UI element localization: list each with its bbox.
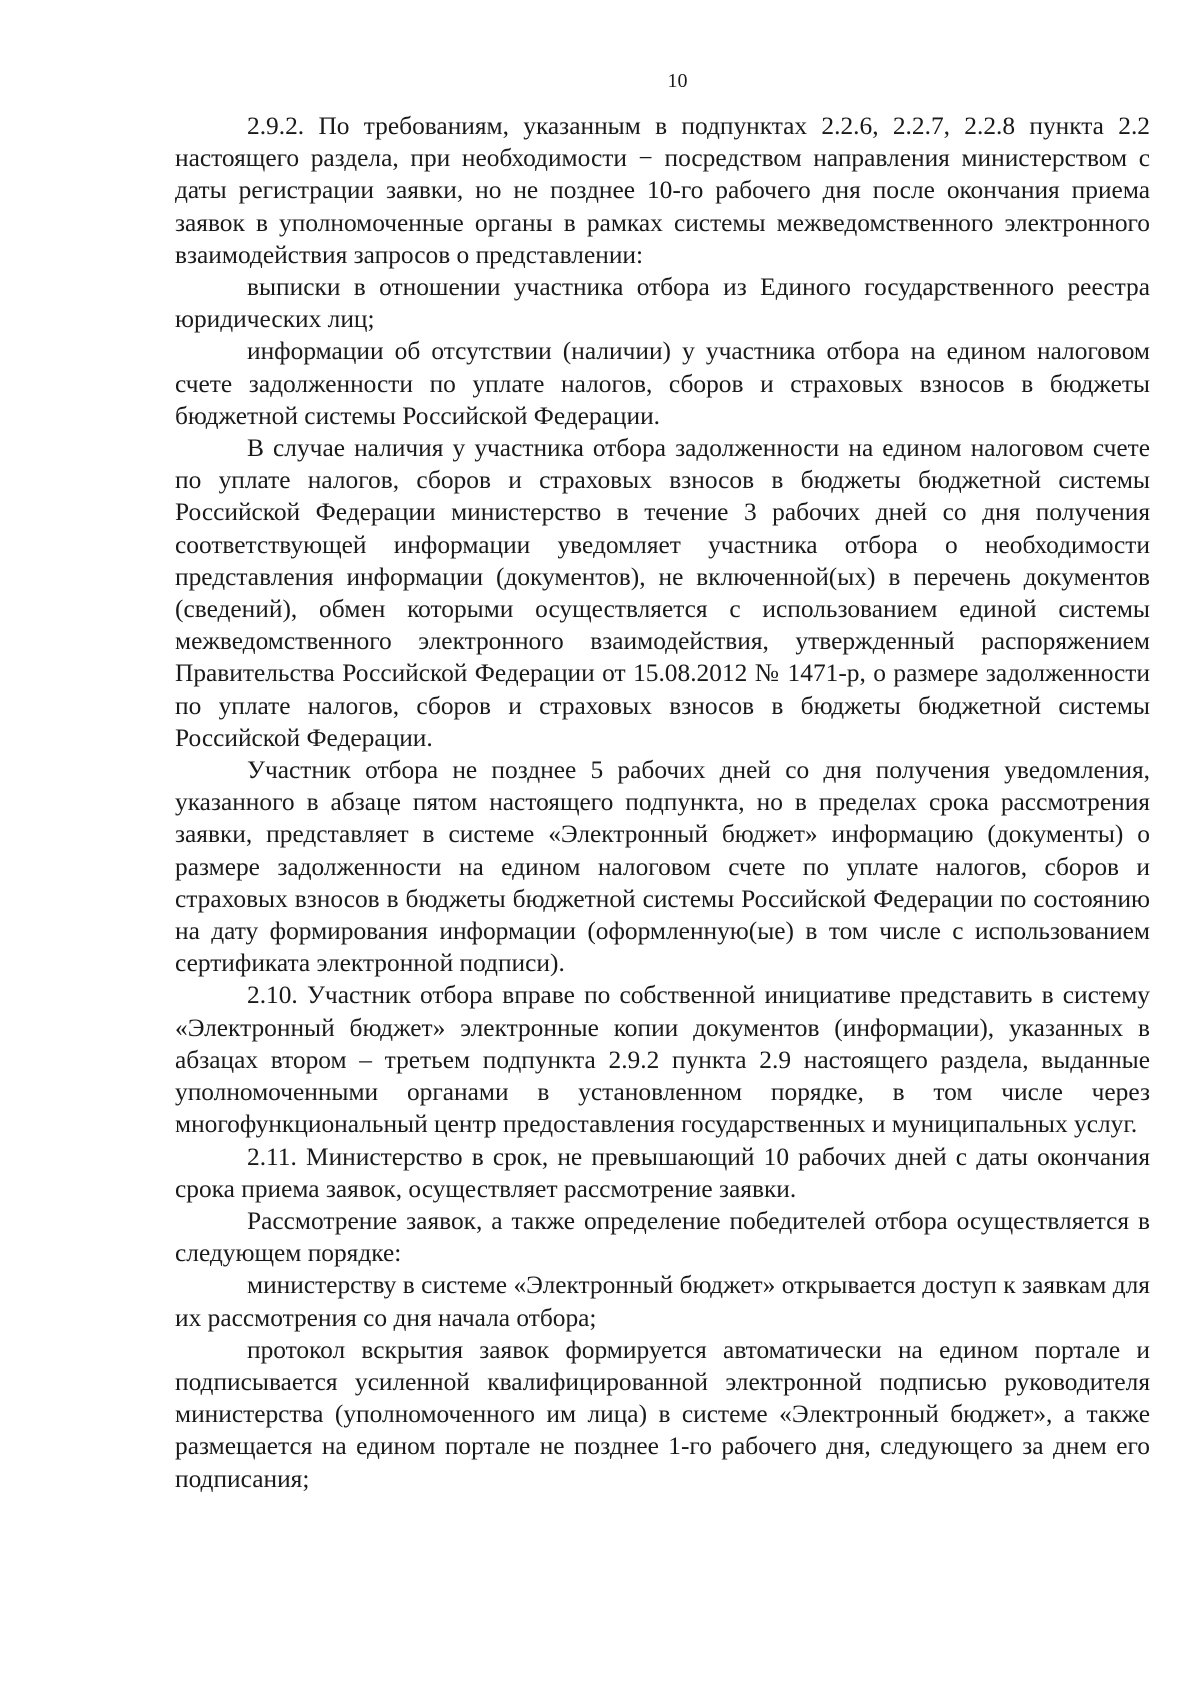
paragraph-participant-response: Участник отбора не позднее 5 рабочих дней со дня получения уведомления, указанного в абзаце пятом настоящего подпункта, но в пределах срока рассмотрения заявки, представляет в системе «Электронный бюджет» информацию (документы) о размере задолженности на едином налоговом счете по уплате налогов, сборов и страховых взносов в бюджеты бюджетной системы Российской Федерации по состоянию на дату формирования информации (оформленную(ые) в том числе с использованием сертификата электронной подписи). <box>175 756 1150 978</box>
paragraph-debt-notification: В случае наличия у участника отбора задолженности на едином налоговом счете по уплате налогов, сборов и страховых взносов в бюджеты бюджетной системы Российской Федерации министерство в течение 3 рабочих дней со дня получения соответствующей информации уведомляет участника отбора о необходимости представления информации (документов), не включенной(ых) в перечень документов (сведений), обмен которыми осуществляется с использованием единой системы межведомственного электронного взаимодействия, утвержденный распоряжением Правительства Российской Федерации от 15.08.2012 № 1471-р, о размере задолженности по уплате налогов, сборов и страховых взносов в бюджеты бюджетной системы Российской Федерации. <box>175 434 1150 752</box>
paragraph-access-to-applications: министерству в системе «Электронный бюджет» открывается доступ к заявкам для их рассмотрения со дня начала отбора; <box>175 1271 1150 1332</box>
paragraph-2-9-2: 2.9.2. По требованиям, указанным в подпунктах 2.2.6, 2.2.7, 2.2.8 пункта 2.2 настоящего раздела, при необходимости − посредством направления министерством с даты регистрации заявки, но не позднее 10-го рабочего дня после окончания приема заявок в уполномоченные органы в рамках системы межведомственного электронного взаимодействия запросов о представлении: <box>175 112 1150 269</box>
paragraph-review-order: Рассмотрение заявок, а также определение победителей отбора осуществляется в следующем порядке: <box>175 1206 1150 1268</box>
paragraph-2-11: 2.11. Министерство в срок, не превышающий 10 рабочих дней с даты окончания срока приема заявок, осуществляет рассмотрение заявки. <box>175 1142 1150 1203</box>
page-number: 10 <box>667 70 688 92</box>
paragraph-2-10: 2.10. Участник отбора вправе по собственной инициативе представить в систему «Электронный бюджет» электронные копии документов (информации), указанных в абзацах втором – третьем подпункта 2.9.2 пункта 2.9 настоящего раздела, выданные уполномоченными органами в установленном порядке, в том числе через многофункциональный центр предоставления государственных и муниципальных услуг. <box>175 981 1150 1139</box>
paragraph-opening-protocol: протокол вскрытия заявок формируется автоматически на едином портале и подписывается усиленной квалифицированной электронной подписью руководителя министерства (уполномоченного им лица) в системе «Электронный бюджет», а также размещается на едином портале не позднее 1-го рабочего дня, следующего за днем его подписания; <box>175 1335 1150 1493</box>
paragraph-tax-debt-info: информации об отсутствии (наличии) у участника отбора на едином налоговом счете задолженности по уплате налогов, сборов и страховых взносов в бюджеты бюджетной системы Российской Федерации. <box>175 337 1150 430</box>
document-body <box>175 110 1150 1495</box>
paragraph-egrul-extract: выписки в отношении участника отбора из Единого государственного реестра юридических лиц; <box>175 273 1150 334</box>
